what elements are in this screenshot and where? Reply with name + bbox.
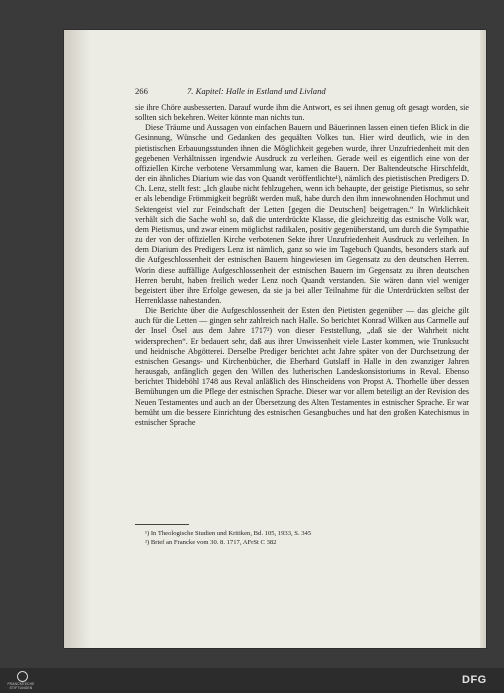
page-number: 266: [135, 86, 148, 96]
footnotes: [145, 524, 465, 547]
viewer-footer: [0, 668, 504, 693]
franckesche-stiftungen-logo: [6, 671, 36, 691]
logo-line: STIFTUNGEN: [9, 686, 33, 690]
footnote: ²) Brief an Francke vom 30. 8. 1717, AFrSt C 382: [145, 539, 277, 546]
paragraph: sie ihre Chöre ausbesserten. Darauf wurde ihm die Antwort, es sei ihnen genug oft gesagt worden, sie sollten sich bekehren. Weiter könnte man nichts tun.: [135, 103, 469, 123]
logo-line: FRANCKESCHE: [7, 682, 35, 686]
body-text: [135, 103, 469, 428]
dfg-logo: DFG: [462, 674, 487, 686]
page-edge: [480, 30, 486, 648]
footnote-rule: [135, 524, 189, 525]
paragraph: Diese Träume und Aussagen von einfachen Bauern und Bäuerinnen lassen einen tiefen Blick in die Gesinnung, Wünsche und Gedanken des gequälten Volkes tun. Hier wird deutlich, wie in den pietistischen Erbauungsstunden ihnen die Möglichkeit gegeben wurde, ihrer Unzufriedenheit mit den gegebenen Verhältnissen irgendwie Ausdruck zu verleihen. Gerade weil es eigentlich eine von der offiziellen Kirche verbotene Versammlung war, kamen die Bauern. Der Baltendeutsche Hirschfeldt, der ein ähnliches Diarium wie das von Quandt veröffentlichte¹), nämlich des pietistischen Predigers D. Ch. Lenz, stellt fest: „Ich glaube nicht fehlzugehen, wenn ich behaupte, der geistige Pietismus, so sehr er als lebendige Frömmigkeit begrüßt werden muß, habe durch den ihm innewohnenden Hochmut und Sektengeist viel zur Feindschaft der Letten [gegen die Deutschen] beigetragen.“ In Wirklichkeit verhält sich die Sache wohl so, daß die unterdrückte Klasse, die gleichzeitig das estnische Volk war, dem Pietismus, und zwar einem möglichst radikalen, positiv gegenüberstand, um durch die Sympathie zu der von der offiziellen Kirche verbotenen Sekte ihrer Unzufriedenheit Ausdruck zu verleihen. In dem Diarium des Predigers Lenz ist nämlich, ganz so wie im Tagebuch Quandts, besonders stark auf die Aufgeschlossenheit der estnischen Bauern hingewiesen im Gegensatz zu den deutschen Herren. Worin diese auffällige Aufgeschlossenheit der estnischen Bauern im Gegensatz zu ihren deutschen Herren beruht, haben freilich weder Lenz noch Quandt verstanden. Sie wären dann viel weniger begeistert über ihre Erfolge gewesen, da sie ja bei aller Teilnahme für die Unterdrückten selbst der Herrenklasse nahestanden.: [135, 123, 469, 305]
running-title: 7. Kapitel: Halle in Estland und Livland: [187, 86, 326, 96]
running-header: [135, 86, 469, 98]
seal-icon: [17, 671, 28, 682]
page-gutter-shadow: [64, 30, 90, 648]
paragraph: Die Berichte über die Aufgeschlossenheit der Esten den Pietisten gegenüber — das gleiche gilt auch für die Letten — gingen sehr zahlreich nach Halle. So berichtet Konrad Wilken aus Carmelle auf der Insel Ösel aus dem Jahre 1717²) von dieser Feststellung, „daß sie der Wahrheit nicht widersprechen“. Er bedauert sehr, daß aus ihrer Unwissenheit viele Laster kommen, wie Trunksucht und heidnische Abgötterei. Derselbe Prediger berichtet acht Jahre später von der Durchsetzung der estnischen Gesangs- und Kirchenbücher, die Eberhard Gutslaff in Halle in den zwanziger Jahren herausgab, anfänglich gegen den Willen des lutherischen Landeskonsistoriums in Reval. Ebenso berichtet Thideböhl 1748 aus Reval anläßlich des Hinscheidens von Propst A. Thorhelle über dessen Bemühungen um die Pflege der estnischen Sprache. Dieser war vor allem beteiligt an der Revision des Neuen Testamentes und auch an der Übersetzung des Alten Testamentes in estnischer Sprache. Er war bemüht um die bessere Einrichtung des estnischen Gesangbuches und hat den großen Katechismus in estnischer Sprache: [135, 306, 469, 427]
footnote: ¹) In Theologische Studien und Kritiken, Bd. 105, 1933, S. 345: [145, 530, 312, 537]
